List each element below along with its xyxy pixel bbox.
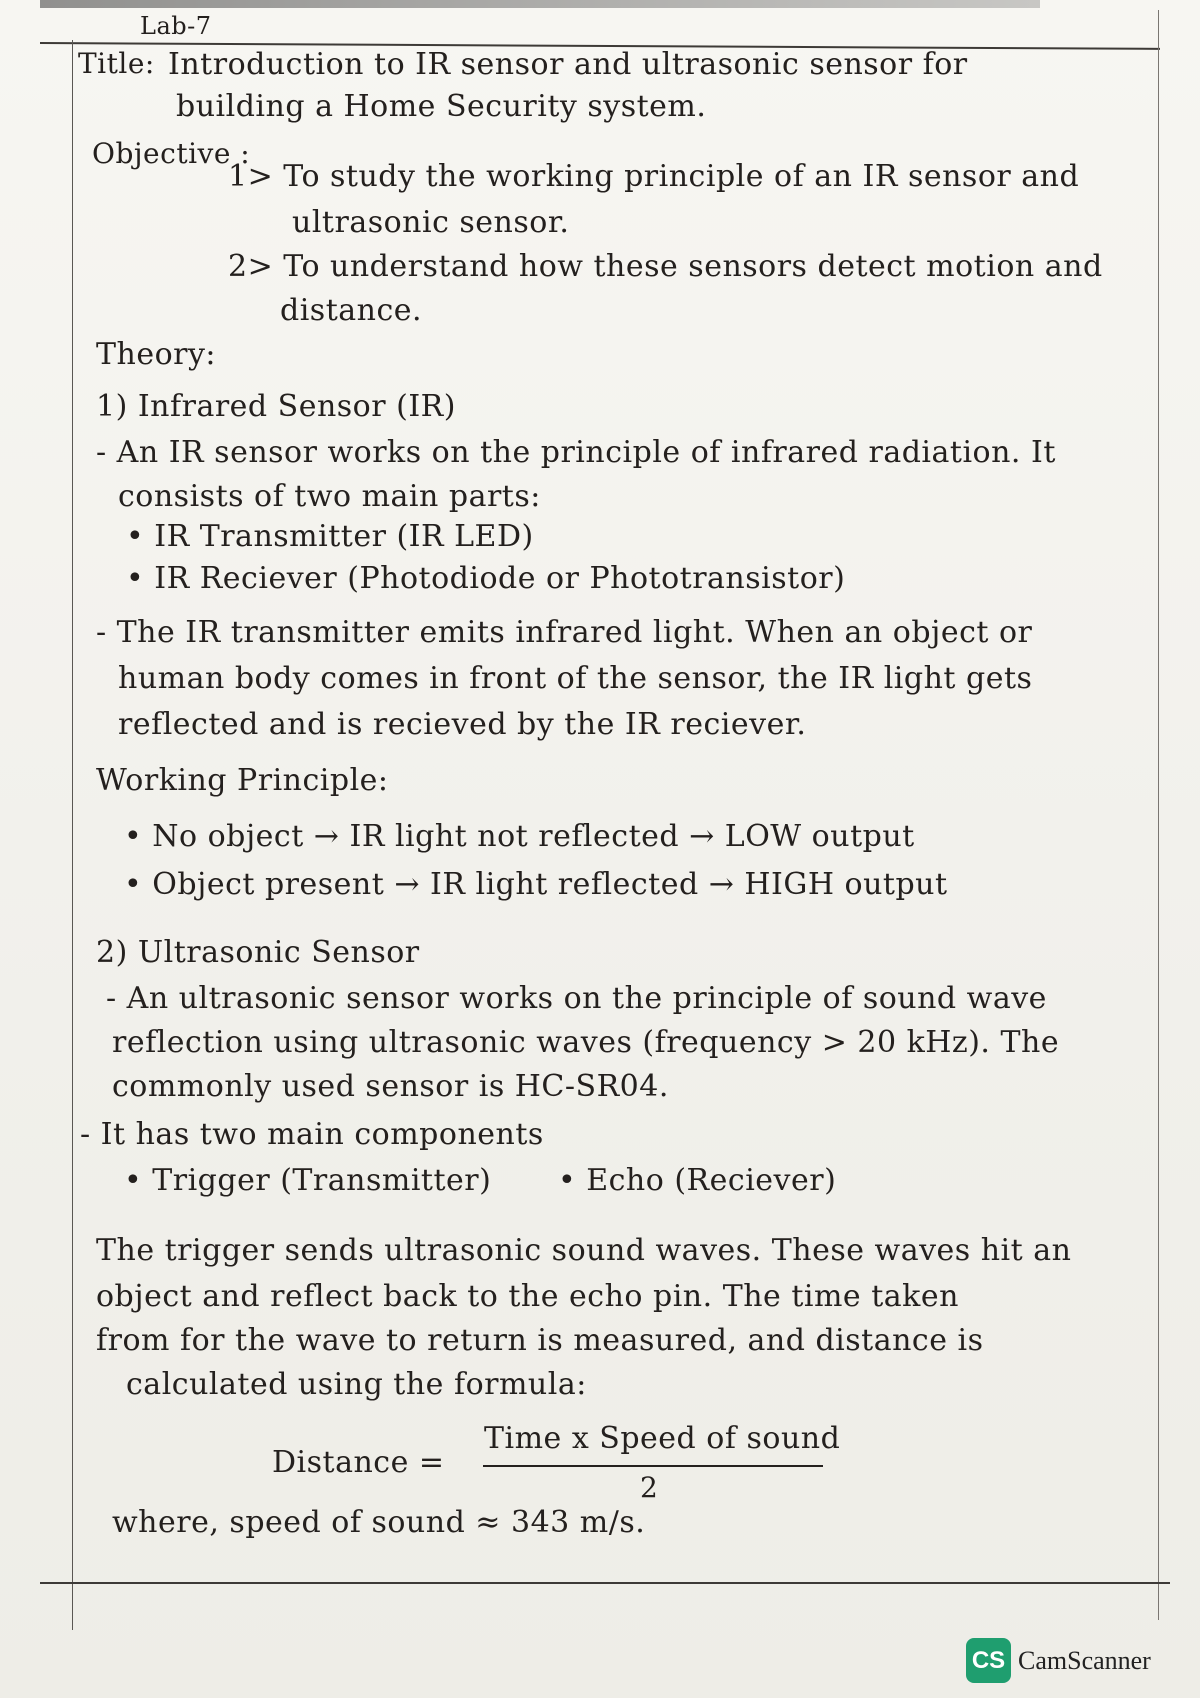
us-desc-line-2: reflection using ultrasonic waves (frequency > 20 kHz). The (112, 1025, 1060, 1060)
formula-numerator: Time x Speed of sound (484, 1421, 841, 1456)
ir-body-line-3: reflected and is recieved by the IR reciever. (118, 707, 807, 742)
ir-desc-line-1: - An IR sensor works on the principle of infrared radiation. It (96, 435, 1056, 470)
title-line-1: Introduction to IR sensor and ultrasonic sensor for (168, 47, 968, 82)
fraction-bar (483, 1465, 823, 1467)
bottom-rule-line (40, 1582, 1170, 1584)
objective-label: Objective : (92, 137, 251, 170)
objective-item-2: 2> To understand how these sensors detect motion and (228, 249, 1103, 284)
ir-heading: 1) Infrared Sensor (IR) (96, 389, 456, 424)
camscanner-logo-text: CS (971, 1646, 1006, 1674)
ultrasonic-heading: 2) Ultrasonic Sensor (96, 935, 420, 970)
us-components-intro: - It has two main components (80, 1117, 544, 1152)
camscanner-brand: CamScanner (1018, 1646, 1151, 1675)
us-body-line-4: calculated using the formula: (126, 1367, 587, 1402)
working-item-object-present: • Object present → IR light reflected → HIGH output (124, 867, 948, 902)
us-body-line-3: from for the wave to return is measured, and distance is (96, 1323, 984, 1358)
working-item-no-object: • No object → IR light not reflected → LOW output (124, 819, 915, 854)
page-edge-shadow (40, 0, 1040, 8)
ir-part-receiver: • IR Reciever (Photodiode or Phototransistor) (126, 561, 846, 596)
us-component-echo: • Echo (Reciever) (558, 1163, 837, 1198)
formula-denominator: 2 (640, 1471, 659, 1504)
speed-of-sound-note: where, speed of sound ≈ 343 m/s. (112, 1505, 646, 1540)
theory-heading: Theory: (96, 337, 217, 372)
us-body-line-2: object and reflect back to the echo pin. The time taken (96, 1279, 959, 1314)
us-component-trigger: • Trigger (Transmitter) (124, 1163, 492, 1198)
title-line-2: building a Home Security system. (176, 89, 707, 124)
objective-item-1: 1> To study the working principle of an IR sensor and (228, 159, 1080, 194)
lab-number: Lab-7 (140, 12, 212, 40)
us-body-line-1: The trigger sends ultrasonic sound waves. These waves hit an (96, 1233, 1072, 1268)
us-desc-line-1: - An ultrasonic sensor works on the principle of sound wave (106, 981, 1047, 1016)
title-label: Title: (78, 47, 155, 80)
formula-lhs: Distance = (272, 1445, 445, 1480)
ir-body-line-1: - The IR transmitter emits infrared light. When an object or (96, 615, 1033, 650)
us-desc-line-3: commonly used sensor is HC-SR04. (112, 1069, 669, 1104)
objective-item-2-cont: distance. (280, 293, 423, 328)
working-principle-heading: Working Principle: (96, 763, 389, 798)
camscanner-logo (966, 1638, 1011, 1683)
ir-part-transmitter: • IR Transmitter (IR LED) (126, 519, 534, 554)
margin-rule-line (72, 40, 73, 1630)
ir-body-line-2: human body comes in front of the sensor, the IR light gets (118, 661, 1033, 696)
ir-desc-line-2: consists of two main parts: (118, 479, 541, 514)
objective-item-1-cont: ultrasonic sensor. (292, 205, 570, 240)
right-rule-line (1158, 10, 1159, 1620)
